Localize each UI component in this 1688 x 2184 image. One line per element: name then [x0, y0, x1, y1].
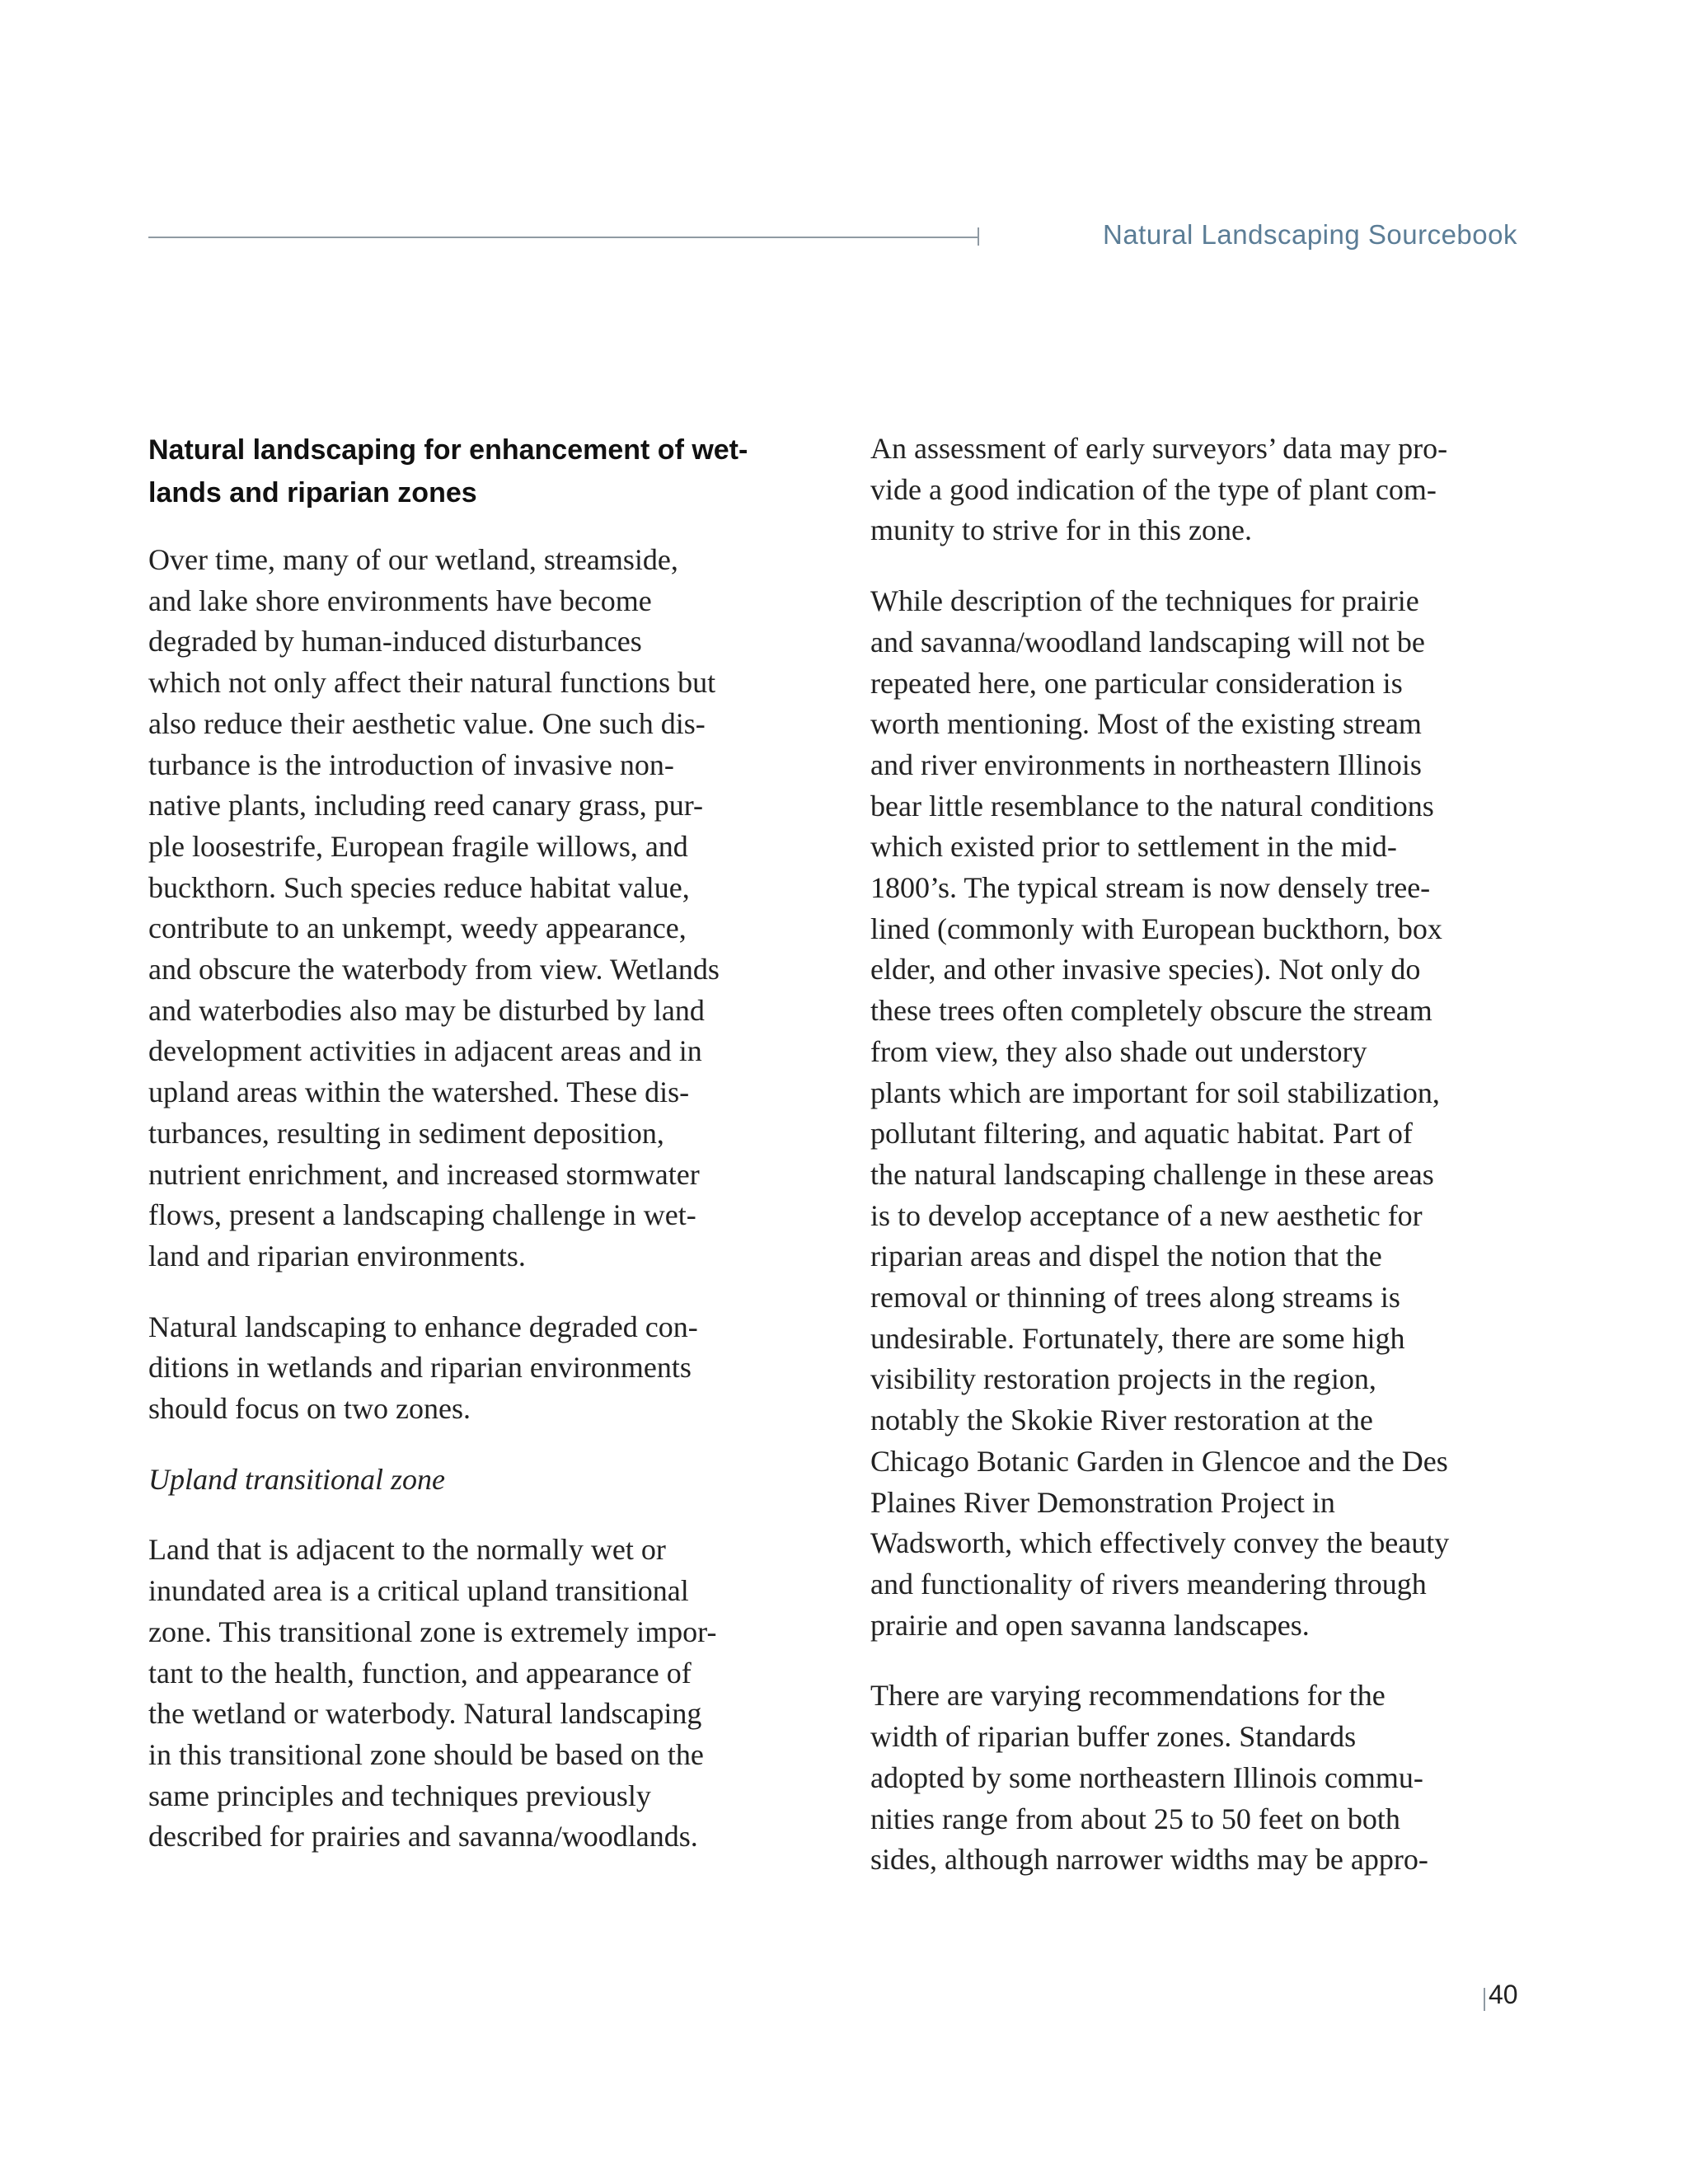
page-number: 40 — [1489, 1980, 1518, 2009]
body-paragraph — [148, 1530, 808, 1858]
text-line: these trees often completely obscure the stream — [870, 994, 1432, 1028]
text-line: contribute to an unkempt, weedy appearance, — [148, 912, 687, 945]
text-line: zone. This transitional zone is extremely impor- — [148, 1615, 717, 1648]
text-line: the natural landscaping challenge in these areas — [870, 1157, 1434, 1191]
text-line: development activities in adjacent areas and in — [148, 1034, 702, 1068]
text-line: in this transitional zone should be based on the — [148, 1737, 704, 1771]
text-line: bear little resemblance to the natural conditions — [870, 789, 1434, 823]
heading-line: Natural landscaping for enhancement of wet- — [148, 434, 748, 466]
text-line: same principles and techniques previously — [148, 1779, 651, 1812]
text-line: plants which are important for soil stabilization, — [870, 1076, 1440, 1109]
subheading: Upland transitional zone — [148, 1462, 446, 1496]
text-line: should focus on two zones. — [148, 1392, 471, 1426]
text-line: An assessment of early surveyors’ data may pro- — [870, 432, 1448, 465]
heading-line: lands and riparian zones — [148, 477, 477, 509]
body-paragraph — [870, 429, 1530, 551]
text-line: which not only affect their natural functions but — [148, 666, 716, 700]
text-line: Plaines River Demonstration Project in — [870, 1485, 1335, 1519]
text-line: Land that is adjacent to the normally wet or — [148, 1533, 666, 1567]
text-line: the wetland or waterbody. Natural landscaping — [148, 1697, 702, 1731]
header-rule-tick — [978, 227, 979, 246]
text-line: turbance is the introduction of invasive non- — [148, 748, 674, 781]
text-line: degraded by human-induced disturbances — [148, 625, 642, 658]
text-line: width of riparian buffer zones. Standards — [870, 1720, 1357, 1754]
text-line: undesirable. Fortunately, there are some high — [870, 1321, 1405, 1355]
text-line: and functionality of rivers meandering through — [870, 1567, 1427, 1601]
body-paragraph — [148, 1307, 808, 1430]
text-line: native plants, including reed canary grass, pur- — [148, 789, 704, 823]
text-line: munity to strive for in this zone. — [870, 513, 1252, 547]
text-line: 1800’s. The typical stream is now densely tree- — [870, 871, 1431, 905]
header-rule — [148, 237, 978, 238]
text-line: land and riparian environments. — [148, 1239, 526, 1272]
text-line: buckthorn. Such species reduce habitat value, — [148, 870, 690, 904]
text-line: pollutant filtering, and aquatic habitat. Part of — [870, 1117, 1413, 1151]
text-line: elder, and other invasive species). Not only do — [870, 953, 1421, 987]
text-line: ple loosestrife, European fragile willows, and — [148, 829, 688, 863]
text-line: is to develop acceptance of a new aesthetic for — [870, 1198, 1423, 1232]
text-line: which existed prior to settlement in the mid- — [870, 830, 1397, 864]
text-line: from view, they also shade out understory — [870, 1034, 1367, 1068]
text-line: and river environments in northeastern Illinois — [870, 748, 1422, 781]
text-line: Wadsworth, which effectively convey the beauty — [870, 1526, 1450, 1560]
text-line: tant to the health, function, and appearance of — [148, 1656, 692, 1690]
text-line: worth mentioning. Most of the existing stream — [870, 707, 1422, 741]
text-line: and obscure the waterbody from view. Wetlands — [148, 953, 720, 987]
left-column — [148, 429, 808, 1887]
right-column — [870, 429, 1530, 1910]
text-line: ditions in wetlands and riparian environments — [148, 1351, 692, 1385]
running-title: Natural Landscaping Sourcebook — [1103, 219, 1517, 250]
text-line: and savanna/woodland landscaping will not be — [870, 625, 1425, 658]
body-paragraph — [870, 1675, 1530, 1881]
text-line: sides, although narrower widths may be appro- — [870, 1843, 1428, 1877]
text-line: vide a good indication of the type of plant com- — [870, 472, 1437, 506]
text-line: lined (commonly with European buckthorn, box — [870, 912, 1442, 945]
text-line: notably the Skokie River restoration at the — [870, 1404, 1373, 1437]
page-number-rule — [1484, 1988, 1485, 2011]
text-line: removal or thinning of trees along streams is — [870, 1281, 1400, 1315]
text-line: inundated area is a critical upland transitional — [148, 1574, 689, 1608]
text-line: prairie and open savanna landscapes. — [870, 1608, 1310, 1642]
text-line: nutrient enrichment, and increased stormwater — [148, 1157, 700, 1191]
text-line: upland areas within the watershed. These dis- — [148, 1076, 690, 1109]
text-line: described for prairies and savanna/woodlands. — [148, 1820, 698, 1854]
text-line: and waterbodies also may be disturbed by land — [148, 993, 705, 1027]
text-line: Natural landscaping to enhance degraded con- — [148, 1310, 698, 1343]
section-heading — [148, 429, 808, 514]
text-line: flows, present a landscaping challenge in wet- — [148, 1198, 696, 1232]
text-line: repeated here, one particular consideration is — [870, 666, 1403, 700]
text-line: While description of the techniques for prairie — [870, 584, 1419, 618]
text-line: visibility restoration projects in the region, — [870, 1362, 1376, 1396]
body-paragraph — [148, 540, 808, 1277]
text-line: also reduce their aesthetic value. One such dis- — [148, 706, 706, 740]
text-line: Over time, many of our wetland, streamside, — [148, 543, 678, 576]
body-paragraph — [870, 581, 1530, 1646]
text-line: adopted by some northeastern Illinois commu- — [870, 1760, 1423, 1794]
text-line: Chicago Botanic Garden in Glencoe and the Des — [870, 1444, 1448, 1478]
text-line: and lake shore environments have become — [148, 583, 652, 617]
text-line: turbances, resulting in sediment deposition, — [148, 1116, 664, 1150]
text-line: riparian areas and dispel the notion that the — [870, 1240, 1382, 1273]
text-line: nities range from about 25 to 50 feet on both — [870, 1802, 1400, 1835]
text-line: There are varying recommendations for the — [870, 1679, 1386, 1713]
